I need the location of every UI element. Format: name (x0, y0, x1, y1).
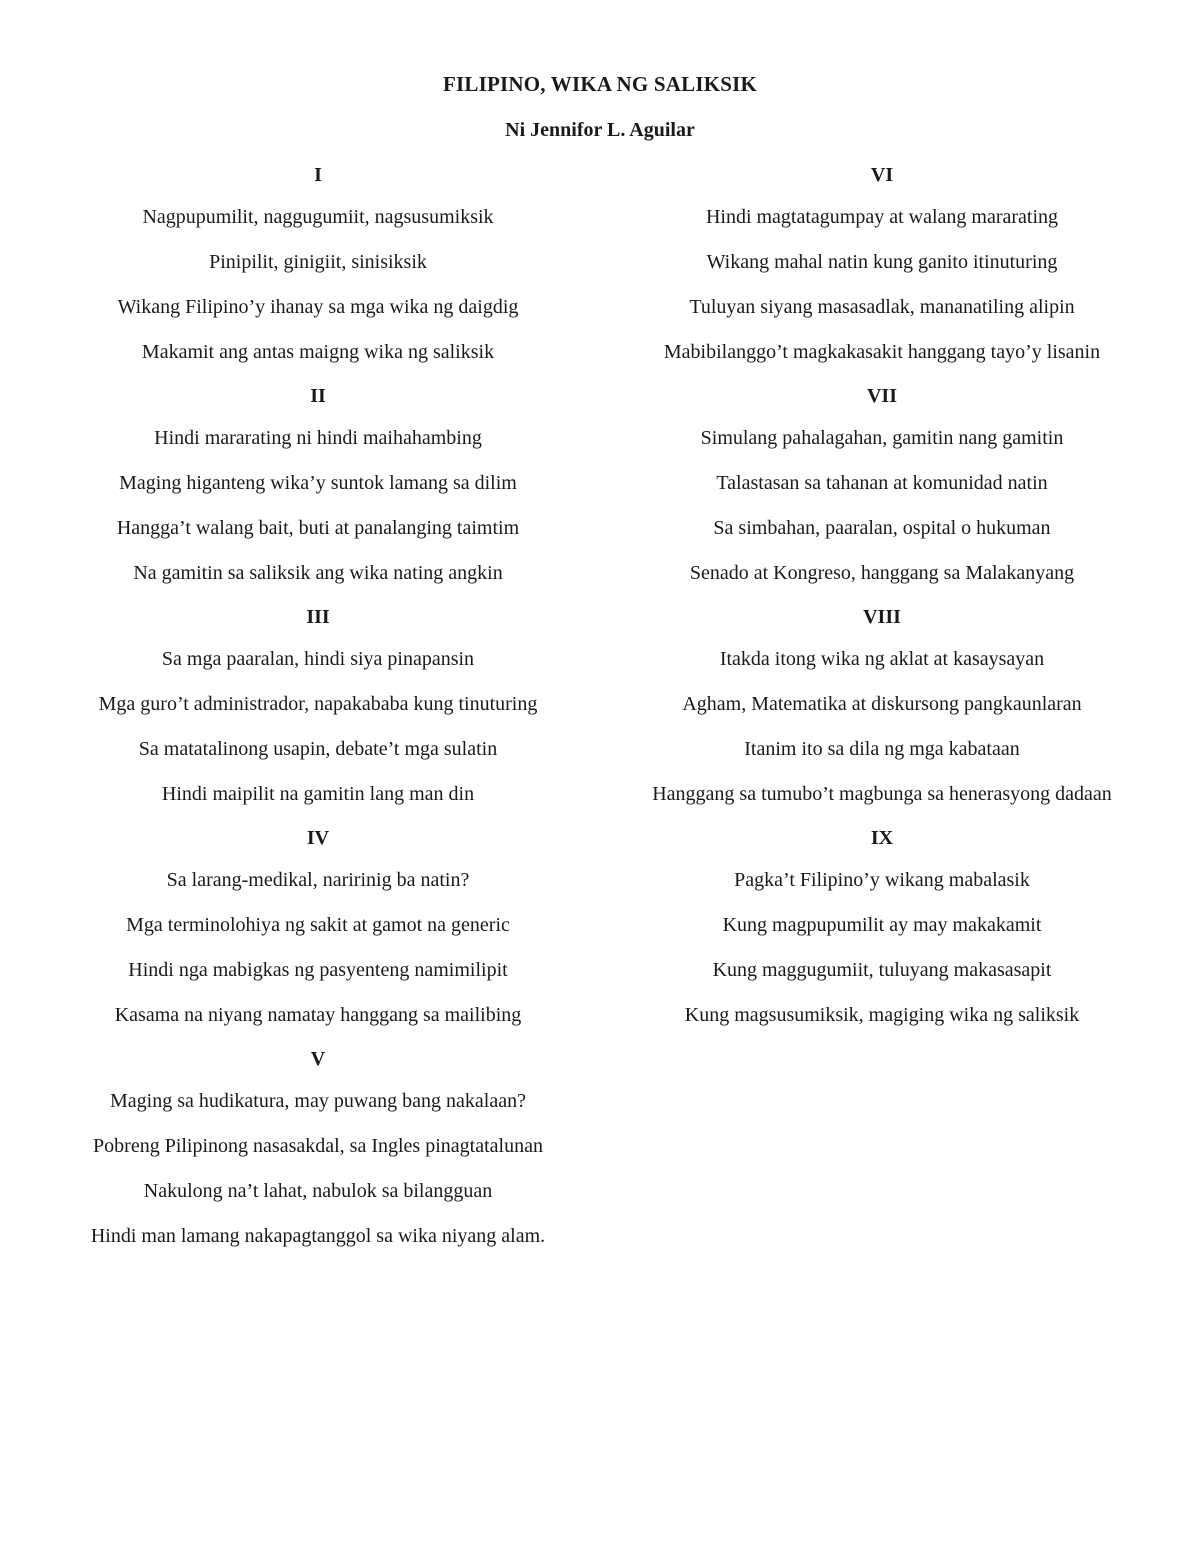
poem-line: Mga terminolohiya ng sakit at gamot na generic (126, 914, 510, 936)
stanza (636, 162, 1128, 366)
stanza (636, 604, 1128, 808)
poem-line: Simulang pahalagahan, gamitin nang gamitin (700, 427, 1064, 449)
stanza-number: VIII (863, 606, 901, 628)
poem-line: Tuluyan siyang masasadlak, mananatiling alipin (689, 296, 1075, 318)
stanza (68, 604, 568, 808)
stanza-number: III (306, 606, 330, 628)
stanza-number: I (314, 164, 322, 186)
poem-line: Sa larang-medikal, naririnig ba natin? (166, 869, 470, 891)
poem-line: Hindi mararating ni hindi maihahambing (154, 427, 482, 449)
poem-line: Mga guro’t administrador, napakababa kung tinuturing (98, 693, 538, 715)
poem-line: Pagka’t Filipino’y wikang mabalasik (734, 869, 1030, 891)
stanza-number: VII (866, 385, 897, 407)
stanza-number: II (310, 385, 326, 407)
poem-line: Maging higanteng wika’y suntok lamang sa dilim (119, 472, 517, 494)
stanza (636, 383, 1128, 587)
stanza-number: IX (870, 827, 894, 849)
stanza (68, 383, 568, 587)
poem-line: Na gamitin sa saliksik ang wika nating angkin (133, 562, 503, 584)
poem-line: Sa matatalinong usapin, debate’t mga sulatin (138, 738, 498, 760)
right-column (636, 162, 1128, 1046)
left-column (68, 162, 568, 1267)
stanza (68, 1046, 568, 1250)
poem-line: Makamit ang antas maigng wika ng saliksik (141, 341, 495, 363)
stanza-number: IV (306, 827, 330, 849)
poem-title: FILIPINO, WIKA NG SALIKSIK (442, 72, 758, 96)
poem-line: Itakda itong wika ng aklat at kasaysayan (719, 648, 1045, 670)
poem-line: Sa simbahan, paaralan, ospital o hukuman (713, 517, 1051, 539)
poem-line: Kasama na niyang namatay hanggang sa mailibing (114, 1004, 522, 1026)
poem-line: Kung maggugumiit, tuluyang makasasapit (712, 959, 1052, 981)
poem-line: Kung magsusumiksik, magiging wika ng saliksik (684, 1004, 1080, 1026)
poem-line: Mabibilanggo’t magkakasakit hanggang tayo’y lisanin (663, 341, 1101, 363)
poem-line: Hindi man lamang nakapagtanggol sa wika niyang alam. (90, 1225, 546, 1247)
poem-line: Sa mga paaralan, hindi siya pinapansin (161, 648, 475, 670)
poem-line: Pinipilit, ginigiit, sinisiksik (209, 251, 427, 273)
stanza (68, 162, 568, 366)
poem-line: Hangga’t walang bait, buti at panalanging taimtim (116, 517, 520, 539)
poem-line: Hindi magtatagumpay at walang mararating (705, 206, 1059, 228)
poem-line: Pobreng Pilipinong nasasakdal, sa Ingles pinagtatalunan (93, 1135, 543, 1157)
poem-line: Itanim ito sa dila ng mga kabataan (744, 738, 1020, 760)
poem-line: Wikang mahal natin kung ganito itinuturing (706, 251, 1058, 273)
poem-line: Kung magpupumilit ay may makakamit (722, 914, 1042, 936)
poem-line: Talastasan sa tahanan at komunidad natin (716, 472, 1048, 494)
poem-line: Nagpupumilit, naggugumiit, nagsusumiksik (142, 206, 494, 228)
stanza-number: V (310, 1048, 326, 1070)
poem-line: Senado at Kongreso, hanggang sa Malakanyang (689, 562, 1075, 584)
poem-line: Hanggang sa tumubo’t magbunga sa henerasyong dadaan (652, 783, 1112, 805)
poem-line: Maging sa hudikatura, may puwang bang nakalaan? (110, 1090, 526, 1112)
poem-line: Agham, Matematika at diskursong pangkaunlaran (682, 693, 1082, 715)
poem-author: Ni Jennifor L. Aguilar (505, 119, 695, 141)
stanza (68, 825, 568, 1029)
poem-line: Wikang Filipino’y ihanay sa mga wika ng daigdig (117, 296, 519, 318)
stanza-number: VI (870, 164, 894, 186)
poem-line: Hindi nga mabigkas ng pasyenteng namimilipit (128, 959, 508, 981)
poem-line: Hindi maipilit na gamitin lang man din (161, 783, 475, 805)
stanza (636, 825, 1128, 1029)
poem-line: Nakulong na’t lahat, nabulok sa bilangguan (143, 1180, 493, 1202)
